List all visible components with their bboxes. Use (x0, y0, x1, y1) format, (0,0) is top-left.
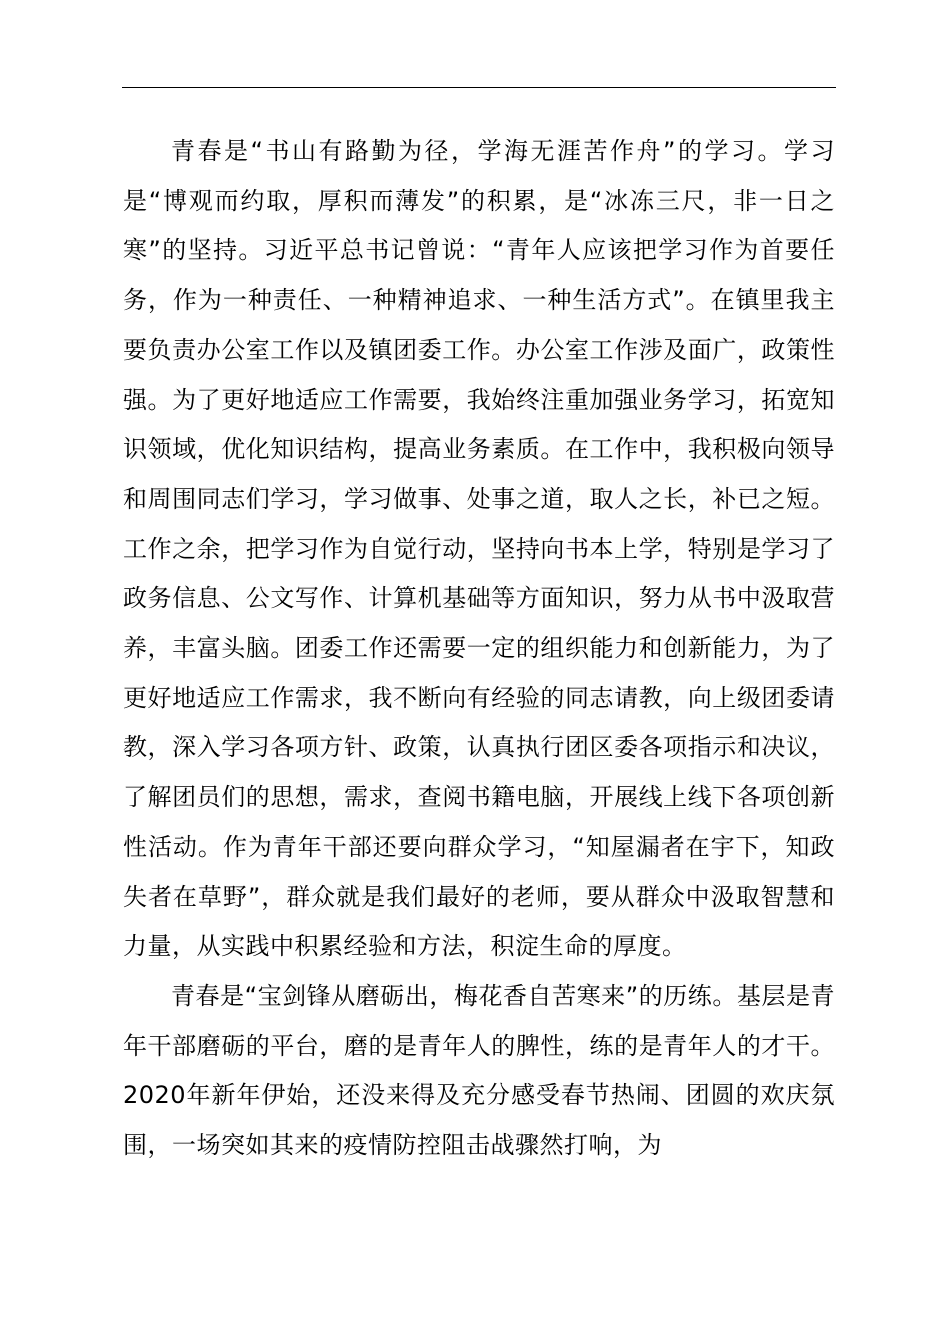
paragraph-study: 青春是“书山有路勤为径，学海无涯苦作舟”的学习。学习是“博观而约取，厚积而薄发”的积累，是“冰冻三尺，非一日之寒”的坚持。习近平总书记曾说：“青年人应该把学习作为首要任务，作为一种责任、一种精神追求、一种生活方式”。在镇里我主要负责办公室工作以及镇团委工作。办公室工作涉及面广，政策性强。为了更好地适应工作需要，我始终注重加强业务学习，拓宽知识领域，优化知识结构，提高业务素质。在工作中，我积极向领导和周围同志们学习，学习做事、处事之道，取人之长，补已之短。工作之余，把学习作为自觉行动，坚持向书本上学，特别是学习了政务信息、公文写作、计算机基础等方面知识，努力从书中汲取营养，丰富头脑。团委工作还需要一定的组织能力和创新能力，为了更好地适应工作需求，我不断向有经验的同志请教，向上级团委请教，深入学习各项方针、政策，认真执行团区委各项指示和决议，了解团员们的思想，需求，查阅书籍电脑，开展线上线下各项创新性活动。作为青年干部还要向群众学习，“知屋漏者在宇下，知政失者在草野”，群众就是我们最好的老师，要从群众中汲取智慧和力量，从实践中积累经验和方法，积淀生命的厚度。 (123, 137, 835, 961)
document-body (123, 127, 835, 1171)
paragraph-tempering: 青春是“宝剑锋从磨砺出，梅花香自苦寒来”的历练。基层是青年干部磨砺的平台，磨的是青年人的脾性，练的是青年人的才干。2020年新年伊始，还没来得及充分感受春节热闹、团圆的欢庆氛围，一场突如其来的疫情防控阻击战骤然打响，为 (123, 981, 835, 1160)
header-rule (122, 87, 836, 88)
